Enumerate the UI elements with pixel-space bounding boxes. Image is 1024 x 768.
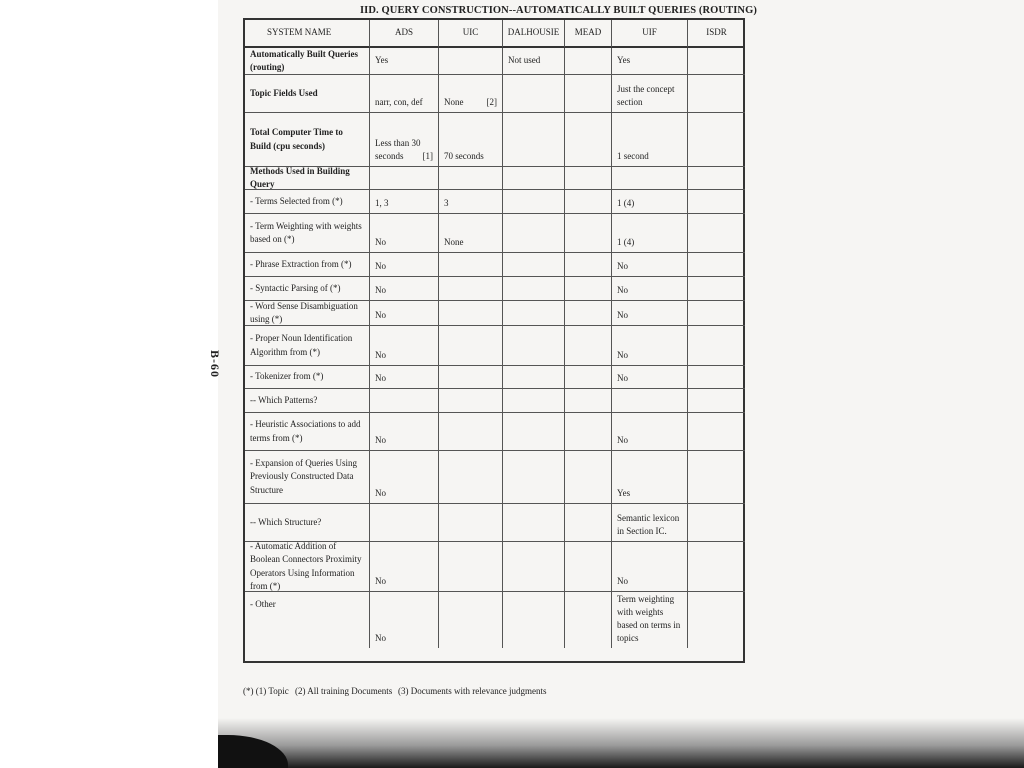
table-cell <box>370 277 439 301</box>
table-cell <box>565 75 612 113</box>
table-cell <box>565 167 612 190</box>
cell-value <box>617 236 682 249</box>
table-cell <box>503 451 565 504</box>
cell-value <box>617 487 682 500</box>
table-cell <box>565 214 612 253</box>
footnote-relevance-docs: (3) Documents with relevance judgments <box>398 686 547 696</box>
cell-text: None <box>444 236 464 247</box>
table-cell <box>503 190 565 214</box>
page-title: IID. QUERY CONSTRUCTION--AUTOMATICALLY BUILT QUERIES (ROUTING) <box>360 5 757 16</box>
table-cell <box>503 301 565 326</box>
table-cell <box>612 413 688 451</box>
table-cell <box>439 301 503 326</box>
comparison-table <box>243 18 745 663</box>
table-cell <box>503 48 565 75</box>
cell-value <box>375 575 433 588</box>
cell-text: No <box>617 349 628 360</box>
cell-value <box>444 236 497 249</box>
table-cell <box>688 253 745 277</box>
cell-value <box>375 236 433 249</box>
row-label: -- Which Structure? <box>245 504 370 542</box>
table-cell <box>565 190 612 214</box>
cell-value <box>617 150 682 163</box>
table-cell <box>688 301 745 326</box>
cell-text: Yes <box>617 55 631 66</box>
table-cell <box>503 253 565 277</box>
table-cell <box>370 301 439 326</box>
row-label: -- Which Patterns? <box>245 389 370 413</box>
cell-value <box>375 309 433 322</box>
cell-text: No <box>617 434 628 445</box>
cell-text: No <box>375 434 386 445</box>
table-cell <box>370 48 439 75</box>
row-label: Automatically Built Queries (routing) <box>245 48 370 75</box>
table-cell <box>612 75 688 113</box>
table-cell <box>612 451 688 504</box>
table-cell <box>503 504 565 542</box>
cell-text: No <box>617 284 628 295</box>
row-label: - Term Weighting with weights based on (*) <box>245 214 370 253</box>
cell-value <box>617 260 682 273</box>
cell-text: Just the concept section <box>617 83 675 107</box>
table-cell <box>612 167 688 190</box>
cell-text: No <box>617 309 628 320</box>
row-label: Total Computer Time to Build (cpu seconds) <box>245 113 370 167</box>
table-cell <box>370 504 439 542</box>
cell-text: 1, 3 <box>375 197 389 208</box>
table-cell <box>612 253 688 277</box>
table-cell <box>688 592 745 648</box>
cell-text: Yes <box>375 55 389 66</box>
table-cell <box>612 214 688 253</box>
cell-text: Not used <box>508 55 541 66</box>
table-cell <box>370 214 439 253</box>
footnote-training-docs: (2) All training Documents <box>295 686 393 696</box>
table-cell <box>565 253 612 277</box>
table-cell <box>370 413 439 451</box>
table-cell <box>688 389 745 413</box>
table-cell <box>370 190 439 214</box>
table-cell <box>612 277 688 301</box>
table-cell <box>688 214 745 253</box>
table-cell <box>612 389 688 413</box>
cell-value <box>617 512 682 538</box>
table-cell <box>565 389 612 413</box>
table-cell <box>612 542 688 592</box>
cell-value <box>375 197 433 210</box>
cell-value <box>375 372 433 385</box>
table-cell <box>688 326 745 366</box>
cell-text: No <box>375 575 386 586</box>
cell-value <box>508 54 559 67</box>
cell-text: No <box>375 309 386 320</box>
table-cell <box>503 592 565 648</box>
cell-value <box>617 434 682 447</box>
row-label: - Terms Selected from (*) <box>245 190 370 214</box>
column-header: DALHOUSIE <box>503 20 565 48</box>
table-cell <box>612 366 688 389</box>
table-cell <box>439 542 503 592</box>
cell-value <box>617 575 682 588</box>
table-cell <box>612 592 688 648</box>
table-cell <box>439 389 503 413</box>
cell-value <box>375 349 433 362</box>
cell-text: narr, con, def <box>375 96 423 107</box>
table-cell <box>439 366 503 389</box>
table-cell <box>439 48 503 75</box>
cell-text: 1 (4) <box>617 236 635 247</box>
cell-text: 70 seconds <box>444 150 484 161</box>
table-cell <box>565 504 612 542</box>
cell-value <box>375 54 433 67</box>
row-label: - Word Sense Disambiguation using (*) <box>245 301 370 326</box>
cell-value <box>375 260 433 273</box>
cell-value <box>375 137 433 163</box>
footnote-topic: (*) (1) Topic <box>243 686 289 696</box>
cell-text: 1 (4) <box>617 197 635 208</box>
cell-value <box>617 83 682 109</box>
table-cell <box>370 326 439 366</box>
cell-value <box>617 54 682 67</box>
page-number-label: B-60 <box>208 350 222 378</box>
table-cell <box>370 253 439 277</box>
cell-text: No <box>375 284 386 295</box>
cell-text: No <box>375 632 386 643</box>
cell-value <box>617 197 682 210</box>
table-cell <box>439 504 503 542</box>
cell-value <box>375 632 433 645</box>
table-cell <box>503 413 565 451</box>
row-label: - Tokenizer from (*) <box>245 366 370 389</box>
table-cell <box>565 326 612 366</box>
table-cell <box>612 190 688 214</box>
table-cell <box>612 113 688 167</box>
cell-text: None <box>444 96 464 107</box>
table-cell <box>439 277 503 301</box>
column-header: SYSTEM NAME <box>245 20 370 48</box>
table-cell <box>439 253 503 277</box>
cell-value <box>617 284 682 297</box>
cell-value <box>375 284 433 297</box>
table-cell <box>688 75 745 113</box>
cell-text: 1 second <box>617 150 649 161</box>
cell-value <box>617 372 682 385</box>
cell-text: Yes <box>617 487 631 498</box>
table-cell <box>565 48 612 75</box>
cell-text: 3 <box>444 197 449 208</box>
table-cell <box>688 113 745 167</box>
table-cell <box>370 113 439 167</box>
table-cell <box>439 326 503 366</box>
table-cell <box>503 75 565 113</box>
cell-value <box>375 434 433 447</box>
table-cell <box>439 451 503 504</box>
row-label: - Other <box>245 592 370 648</box>
cell-value <box>444 150 497 163</box>
cell-text: No <box>617 372 628 383</box>
cell-value <box>617 349 682 362</box>
table-cell <box>503 167 565 190</box>
cell-text: No <box>617 260 628 271</box>
cell-text: No <box>375 349 386 360</box>
table-cell <box>612 326 688 366</box>
table-cell <box>503 389 565 413</box>
cell-value <box>617 593 682 645</box>
table-cell <box>688 451 745 504</box>
cell-text: Less than 30 seconds <box>375 137 421 161</box>
table-cell <box>688 413 745 451</box>
row-label: - Automatic Addition of Boolean Connectors Proximity Operators Using Information from (*) <box>245 542 370 592</box>
table-cell <box>565 451 612 504</box>
table-cell <box>370 366 439 389</box>
table-cell <box>688 366 745 389</box>
table-cell <box>439 592 503 648</box>
table-cell <box>439 413 503 451</box>
column-header: ISDR <box>688 20 745 48</box>
table-cell <box>612 301 688 326</box>
table-cell <box>565 366 612 389</box>
table-cell <box>565 542 612 592</box>
table-cell <box>370 451 439 504</box>
page-edge-shadow <box>218 718 1024 768</box>
table-cell <box>503 277 565 301</box>
cell-text: No <box>375 487 386 498</box>
cell-value <box>375 487 433 500</box>
row-label: Methods Used in Building Query <box>245 167 370 190</box>
table-cell <box>688 190 745 214</box>
table-cell <box>503 366 565 389</box>
table-cell <box>439 190 503 214</box>
table-cell <box>565 277 612 301</box>
cell-text: No <box>375 260 386 271</box>
table-cell <box>688 277 745 301</box>
cell-value <box>444 197 497 210</box>
table-cell <box>439 113 503 167</box>
column-header: UIC <box>439 20 503 48</box>
cell-value <box>617 309 682 322</box>
table-cell <box>503 214 565 253</box>
cell-text: No <box>617 575 628 586</box>
table-cell <box>370 389 439 413</box>
table-cell <box>612 504 688 542</box>
table-cell <box>503 113 565 167</box>
table-cell <box>612 48 688 75</box>
table-cell <box>565 113 612 167</box>
table-cell <box>439 75 503 113</box>
table-cell <box>688 542 745 592</box>
cell-value <box>375 96 433 109</box>
cell-text: No <box>375 236 386 247</box>
cell-text: Semantic lexicon in Section IC. <box>617 512 680 536</box>
table-cell <box>439 214 503 253</box>
table-cell <box>688 48 745 75</box>
table-cell <box>688 167 745 190</box>
table-cell <box>439 167 503 190</box>
cell-reference: [2] <box>486 96 497 107</box>
cell-reference: [1] <box>422 150 433 161</box>
table-cell <box>688 504 745 542</box>
table-cell <box>370 167 439 190</box>
table-cell <box>503 542 565 592</box>
cell-value <box>444 96 497 109</box>
table-cell <box>565 413 612 451</box>
table-cell <box>370 542 439 592</box>
row-label: - Heuristic Associations to add terms from (*) <box>245 413 370 451</box>
row-label: - Phrase Extraction from (*) <box>245 253 370 277</box>
cell-text: Term weighting with weights based on terms in topics <box>617 593 681 643</box>
row-label: - Expansion of Queries Using Previously Constructed Data Structure <box>245 451 370 504</box>
table-cell <box>503 326 565 366</box>
row-label: - Proper Noun Identification Algorithm from (*) <box>245 326 370 366</box>
row-label: Topic Fields Used <box>245 75 370 113</box>
row-label: - Syntactic Parsing of (*) <box>245 277 370 301</box>
table-cell <box>370 592 439 648</box>
column-header: UIF <box>612 20 688 48</box>
column-header: MEAD <box>565 20 612 48</box>
column-header: ADS <box>370 20 439 48</box>
table-cell <box>370 75 439 113</box>
cell-text: No <box>375 372 386 383</box>
table-cell <box>565 301 612 326</box>
table-cell <box>565 592 612 648</box>
